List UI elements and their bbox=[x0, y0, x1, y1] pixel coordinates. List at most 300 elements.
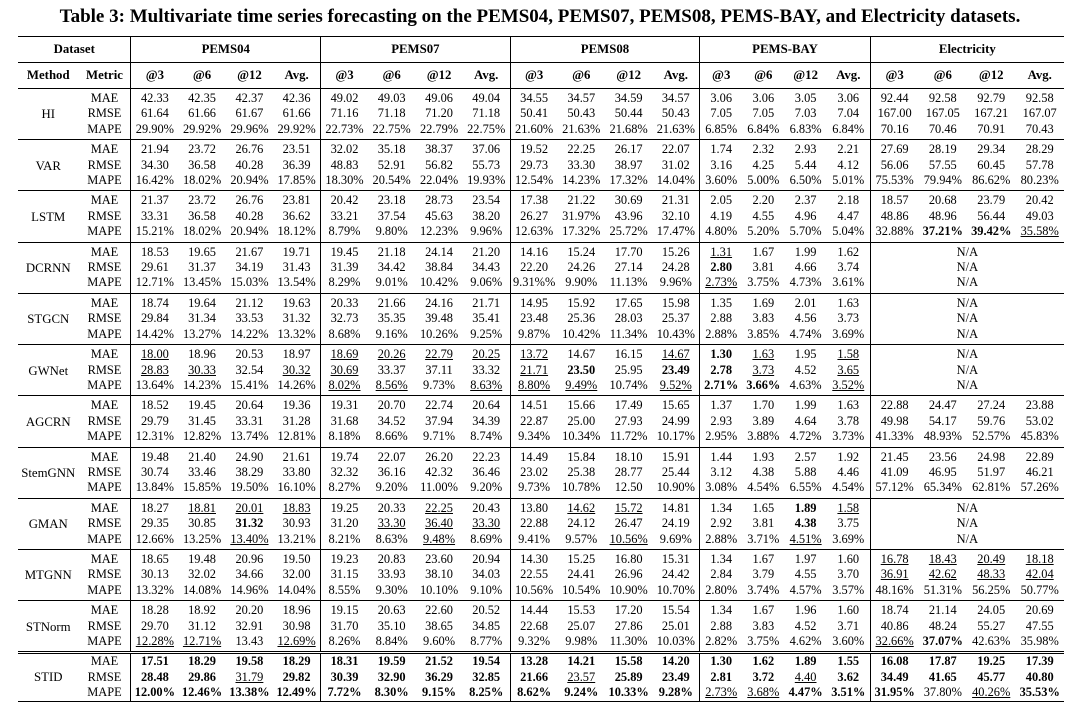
table-cell: 1.55 bbox=[827, 653, 870, 670]
table-cell: 7.72% bbox=[327, 685, 362, 700]
table-cell: 24.16 bbox=[425, 295, 453, 310]
table-cell: 33.53 bbox=[235, 311, 264, 326]
table-cell: 12.50 bbox=[614, 480, 643, 495]
horizon-header: @6 bbox=[754, 68, 773, 82]
table-cell: 2.81 bbox=[710, 669, 733, 684]
table-cell: 20.43 bbox=[463, 498, 510, 516]
table-cell: 37.07% bbox=[922, 634, 963, 648]
table-cell: 30.33 bbox=[188, 362, 216, 377]
table-cell: 28.29 bbox=[1025, 142, 1054, 157]
table-cell: 4.74% bbox=[789, 326, 822, 341]
table-cell: 3.16 bbox=[710, 157, 733, 172]
table-cell: 13.84% bbox=[135, 480, 174, 495]
table-cell: 8.25% bbox=[463, 685, 510, 701]
table-cell: 5.70% bbox=[789, 224, 822, 239]
table-cell: 1.67 bbox=[752, 603, 775, 618]
table-cell: 20.52 bbox=[463, 601, 510, 619]
table-cell: 4.56 bbox=[794, 311, 817, 326]
table-cell: 19.71 bbox=[273, 242, 320, 260]
metric-name: RMSE bbox=[79, 260, 131, 275]
table-cell: 15.72 bbox=[614, 500, 643, 515]
table-row bbox=[18, 293, 1064, 311]
table-cell: 9.96% bbox=[652, 275, 699, 293]
table-cell: 16.08 bbox=[880, 654, 909, 669]
table-cell: 26.76 bbox=[235, 193, 264, 208]
table-cell: 21.40 bbox=[188, 449, 216, 464]
table-cell: 29.61 bbox=[140, 260, 169, 275]
table-cell: 3.75 bbox=[827, 516, 870, 531]
table-cell: 11.13% bbox=[609, 275, 648, 290]
table-cell: 4.54% bbox=[827, 480, 870, 498]
table-cell: 34.59 bbox=[614, 91, 643, 105]
table-cell: 4.40 bbox=[794, 669, 817, 684]
table-cell: 61.66 bbox=[273, 106, 320, 121]
table-cell: 24.90 bbox=[235, 449, 264, 464]
table-cell: 30.74 bbox=[140, 464, 169, 479]
table-row bbox=[18, 685, 1064, 701]
table-cell: 18.29 bbox=[188, 654, 216, 669]
table-cell: 5.44 bbox=[794, 157, 817, 172]
table-cell: 8.29% bbox=[328, 275, 361, 290]
method-group-stgcn bbox=[18, 293, 1064, 344]
table-cell: 1.96 bbox=[794, 603, 817, 618]
method-name: GMAN bbox=[28, 517, 68, 532]
metric-name: RMSE bbox=[79, 670, 131, 685]
table-cell: 52.57% bbox=[972, 429, 1011, 444]
table-cell: 25.36 bbox=[567, 311, 596, 326]
table-cell: 1.62 bbox=[752, 654, 775, 669]
table-row bbox=[18, 140, 1064, 158]
metric-name: MAE bbox=[79, 345, 131, 363]
table-cell: 2.82% bbox=[705, 634, 738, 648]
table-cell: 19.15 bbox=[330, 603, 359, 618]
table-cell: 57.12% bbox=[875, 480, 914, 495]
table-cell: 29.73 bbox=[520, 157, 549, 172]
table-cell: 9.32% bbox=[518, 634, 551, 648]
table-cell: 13.38% bbox=[229, 685, 270, 700]
table-row bbox=[18, 191, 1064, 209]
table-row bbox=[18, 396, 1064, 414]
method-group-lstm bbox=[18, 191, 1064, 242]
table-cell: 14.23% bbox=[562, 173, 601, 188]
table-cell: 15.31 bbox=[652, 549, 699, 567]
table-cell: 35.53% bbox=[1019, 685, 1060, 700]
table-cell: 34.52 bbox=[377, 413, 406, 428]
table-cell: 11.30% bbox=[609, 634, 648, 648]
table-cell: 25.37 bbox=[652, 311, 699, 326]
metric-name: RMSE bbox=[79, 619, 131, 634]
table-cell: 29.92% bbox=[273, 122, 320, 140]
table-cell: 21.31 bbox=[652, 191, 699, 209]
table-cell: 8.79% bbox=[328, 224, 361, 239]
table-cell: 20.53 bbox=[235, 347, 264, 362]
table-cell: 31.15 bbox=[330, 567, 359, 582]
method-name: HI bbox=[41, 107, 55, 122]
table-cell: 16.80 bbox=[614, 551, 643, 566]
table-row bbox=[18, 260, 1064, 275]
table-cell: 3.61% bbox=[827, 275, 870, 293]
table-cell: 22.68 bbox=[520, 618, 549, 633]
table-cell: 13.54% bbox=[273, 275, 320, 293]
table-cell: 25.89 bbox=[614, 669, 643, 684]
table-cell: 2.78 bbox=[710, 362, 733, 377]
table-cell: 5.20% bbox=[747, 224, 780, 239]
table-cell: 8.55% bbox=[328, 582, 361, 597]
table-cell: 8.63% bbox=[375, 531, 408, 546]
table-cell: 22.73% bbox=[325, 121, 364, 136]
table-cell: 29.79 bbox=[140, 413, 169, 428]
table-cell: 9.49% bbox=[565, 377, 598, 392]
table-cell: 31.32 bbox=[235, 516, 264, 531]
table-cell: 18.74 bbox=[880, 603, 909, 618]
table-cell: 29.86 bbox=[188, 669, 216, 684]
table-cell: 17.20 bbox=[614, 603, 643, 618]
table-cell: 18.96 bbox=[188, 347, 216, 362]
table-cell: 52.91 bbox=[377, 157, 406, 172]
table-row bbox=[18, 327, 1064, 345]
table-cell: 9.71% bbox=[423, 429, 456, 444]
table-cell: 29.70 bbox=[140, 618, 169, 633]
table-cell: 2.80 bbox=[710, 260, 733, 275]
table-cell: 31.68 bbox=[330, 413, 359, 428]
table-cell: 12.31% bbox=[135, 429, 174, 444]
method-group-dcrnn bbox=[18, 242, 1064, 293]
table-cell: 28.77 bbox=[614, 464, 643, 479]
table-row bbox=[18, 429, 1064, 447]
table-cell: 15.54 bbox=[652, 601, 699, 619]
method-name: STID bbox=[34, 669, 63, 684]
table-cell: 22.04% bbox=[419, 173, 459, 188]
table-cell: 3.75% bbox=[747, 275, 780, 290]
table-cell: 15.92 bbox=[567, 295, 596, 310]
table-row bbox=[18, 311, 1064, 326]
dataset-header-row bbox=[18, 37, 1064, 63]
table-cell: 21.22 bbox=[567, 193, 596, 208]
metric-name: MAPE bbox=[79, 685, 131, 701]
table-row bbox=[18, 601, 1064, 619]
table-cell: 1.60 bbox=[827, 601, 870, 619]
table-row bbox=[18, 122, 1064, 140]
table-cell: 21.94 bbox=[140, 142, 169, 157]
table-cell: 57.55 bbox=[928, 157, 957, 172]
table-cell: 12.54% bbox=[515, 173, 554, 188]
table-cell: 14.81 bbox=[652, 498, 699, 516]
table-cell: 1.67 bbox=[752, 551, 775, 566]
table-cell: 4.38 bbox=[794, 516, 817, 531]
table-cell: 23.50 bbox=[567, 362, 596, 377]
table-cell: 30.39 bbox=[330, 669, 359, 684]
table-cell: 14.96% bbox=[230, 582, 269, 597]
table-cell: 13.28 bbox=[520, 654, 549, 669]
table-cell: 15.53 bbox=[567, 603, 596, 618]
table-cell: 1.95 bbox=[794, 347, 817, 362]
table-cell: 12.00% bbox=[134, 685, 176, 700]
table-cell: 15.98 bbox=[652, 293, 699, 311]
table-cell: 14.67 bbox=[652, 345, 699, 363]
table-cell: 9.52% bbox=[652, 378, 699, 396]
table-cell: 28.19 bbox=[928, 142, 957, 157]
table-cell: 4.62% bbox=[789, 634, 822, 648]
table-cell: 4.63% bbox=[789, 377, 822, 392]
table-cell: 6.84% bbox=[747, 121, 780, 136]
table-row bbox=[18, 363, 1064, 378]
horizon-header: @12 bbox=[616, 68, 641, 82]
table-cell: 51.97 bbox=[977, 464, 1006, 479]
table-cell: 15.03% bbox=[230, 275, 269, 290]
table-cell: 20.42 bbox=[1025, 193, 1054, 208]
table-cell: 25.01 bbox=[652, 619, 699, 634]
table-cell: 14.49 bbox=[520, 449, 549, 464]
table-cell: 3.51% bbox=[827, 685, 870, 701]
table-cell: 8.30% bbox=[374, 685, 409, 700]
method-name: STGCN bbox=[27, 312, 70, 327]
table-cell: 15.65 bbox=[652, 396, 699, 414]
dataset-name: PEMS07 bbox=[321, 37, 511, 63]
table-cell: 22.07 bbox=[377, 449, 406, 464]
table-cell: 60.45 bbox=[977, 157, 1006, 172]
table-cell: 3.52% bbox=[827, 378, 870, 396]
table-cell: 1.58 bbox=[827, 345, 870, 363]
metric-name: MAPE bbox=[79, 429, 131, 447]
metric-name: RMSE bbox=[79, 106, 131, 121]
table-cell: 12.23% bbox=[419, 224, 459, 239]
horizon-header: @12 bbox=[978, 68, 1004, 82]
table-cell: 20.25 bbox=[463, 345, 510, 363]
table-row bbox=[18, 345, 1064, 363]
table-cell: 167.21 bbox=[974, 106, 1009, 121]
table-cell: 22.75% bbox=[463, 122, 510, 140]
table-cell: 1.97 bbox=[794, 551, 817, 566]
na-cell: N/A bbox=[956, 500, 979, 515]
table-cell: 2.84 bbox=[710, 567, 733, 582]
table-cell: 1.58 bbox=[827, 498, 870, 516]
table-cell: 1.65 bbox=[752, 500, 775, 515]
table-cell: 32.91 bbox=[235, 618, 264, 633]
table-cell: 1.31 bbox=[710, 244, 733, 259]
table-cell: 8.21% bbox=[328, 531, 361, 546]
table-cell: 3.83 bbox=[752, 311, 775, 326]
table-cell: 48.86 bbox=[880, 208, 909, 223]
table-cell: 41.65 bbox=[928, 669, 957, 684]
table-cell: 23.57 bbox=[567, 669, 596, 684]
table-cell: 20.68 bbox=[928, 193, 957, 208]
horizon-header: @6 bbox=[572, 68, 591, 82]
table-cell: 18.02% bbox=[182, 173, 222, 188]
table-cell: 20.63 bbox=[377, 603, 406, 618]
table-cell: 32.66% bbox=[875, 634, 914, 648]
table-cell: 53.02 bbox=[1025, 413, 1054, 428]
metric-name: RMSE bbox=[79, 465, 131, 480]
table-cell: 20.01 bbox=[235, 500, 264, 515]
horizon-header: Avg. bbox=[827, 63, 870, 89]
table-cell: 2.93 bbox=[710, 413, 733, 428]
table-cell: 49.98 bbox=[880, 413, 909, 428]
table-cell: 59.76 bbox=[977, 413, 1006, 428]
table-cell: 21.61 bbox=[273, 447, 320, 465]
table-cell: 56.44 bbox=[977, 208, 1006, 223]
table-cell: 1.63 bbox=[752, 347, 775, 362]
table-cell: 24.19 bbox=[652, 516, 699, 531]
table-cell: 18.74 bbox=[140, 295, 169, 310]
table-cell: 48.96 bbox=[928, 208, 957, 223]
table-cell: 40.28 bbox=[235, 157, 264, 172]
table-cell: 9.69% bbox=[652, 532, 699, 550]
table-cell: 10.70% bbox=[652, 583, 699, 601]
table-cell: 56.06 bbox=[880, 157, 909, 172]
table-cell: 23.54 bbox=[463, 191, 510, 209]
table-cell: 15.24 bbox=[567, 244, 596, 259]
table-cell: 21.52 bbox=[425, 654, 453, 669]
table-cell: 2.73% bbox=[705, 275, 738, 290]
table-cell: 5.04% bbox=[827, 224, 870, 242]
table-cell: 55.27 bbox=[977, 618, 1006, 633]
table-cell: 21.63% bbox=[652, 122, 699, 140]
na-cell: N/A bbox=[956, 326, 979, 341]
table-cell: 10.56% bbox=[609, 531, 648, 546]
table-cell: 14.20 bbox=[652, 653, 699, 670]
method-group-stnorm bbox=[18, 601, 1064, 653]
table-cell: 31.37 bbox=[188, 260, 216, 275]
table-cell: 43.96 bbox=[614, 208, 643, 223]
table-cell: 8.80% bbox=[518, 377, 551, 392]
table-cell: 1.89 bbox=[794, 500, 817, 515]
table-cell: 26.96 bbox=[614, 567, 643, 582]
table-cell: 21.60% bbox=[515, 121, 554, 136]
table-cell: 20.33 bbox=[377, 500, 406, 515]
table-cell: 51.31% bbox=[923, 582, 962, 597]
table-cell: 24.41 bbox=[567, 567, 596, 582]
table-cell: 34.57 bbox=[567, 91, 596, 105]
table-cell: 3.06 bbox=[710, 91, 733, 105]
table-cell: 30.98 bbox=[273, 619, 320, 634]
table-cell: 4.54% bbox=[747, 480, 780, 495]
table-cell: 55.73 bbox=[463, 158, 510, 173]
metric-name: MAPE bbox=[79, 583, 131, 601]
table-cell: 36.29 bbox=[425, 669, 453, 684]
table-cell: 41.33% bbox=[875, 429, 914, 444]
table-cell: 13.43 bbox=[235, 634, 264, 648]
method-label: Method bbox=[26, 68, 70, 82]
table-cell: 9.06% bbox=[463, 275, 510, 293]
table-cell: 79.94% bbox=[923, 173, 962, 188]
table-cell: 15.58 bbox=[614, 654, 643, 669]
table-cell: 34.55 bbox=[520, 91, 549, 105]
table-cell: 9.48% bbox=[423, 531, 456, 546]
table-cell: 19.25 bbox=[977, 654, 1006, 669]
table-cell: 35.98% bbox=[1020, 634, 1059, 648]
table-cell: 1.74 bbox=[710, 142, 733, 157]
table-cell: 48.83 bbox=[330, 157, 359, 172]
table-cell: 22.07 bbox=[652, 140, 699, 158]
na-cell: N/A bbox=[956, 295, 979, 310]
table-cell: 3.70 bbox=[827, 567, 870, 582]
table-cell: 34.39 bbox=[463, 414, 510, 429]
table-cell: 38.97 bbox=[614, 157, 643, 172]
table-cell: 49.03 bbox=[1025, 208, 1054, 223]
table-cell: 11.00% bbox=[420, 480, 458, 495]
table-cell: 50.43 bbox=[567, 106, 596, 121]
table-cell: 24.99 bbox=[652, 414, 699, 429]
table-cell: 23.18 bbox=[377, 193, 406, 208]
table-cell: 17.85% bbox=[273, 173, 320, 191]
table-cell: 14.23% bbox=[182, 377, 222, 392]
table-cell: 27.14 bbox=[614, 260, 643, 275]
table-cell: 18.00 bbox=[140, 347, 169, 362]
table-cell: 38.20 bbox=[463, 209, 510, 224]
horizon-header: @3 bbox=[524, 68, 544, 82]
table-cell: 2.73% bbox=[705, 685, 738, 700]
table-cell: 22.23 bbox=[463, 447, 510, 465]
table-cell: 38.65 bbox=[425, 618, 453, 633]
table-cell: 22.88 bbox=[880, 398, 909, 413]
table-cell: 30.69 bbox=[614, 193, 643, 208]
table-cell: 8.74% bbox=[463, 429, 510, 447]
table-cell: 31.70 bbox=[330, 618, 359, 633]
metric-name: MAPE bbox=[79, 275, 131, 293]
table-cell: 9.28% bbox=[652, 685, 699, 701]
table-cell: 18.83 bbox=[273, 498, 320, 516]
table-cell: 61.64 bbox=[140, 106, 169, 121]
table-cell: 36.46 bbox=[463, 465, 510, 480]
dataset-label: Dataset bbox=[18, 37, 131, 63]
method-group-hi bbox=[18, 89, 1064, 140]
table-cell: 54.17 bbox=[928, 413, 957, 428]
table-cell: 28.83 bbox=[140, 362, 169, 377]
table-cell: 15.91 bbox=[652, 447, 699, 465]
table-cell: 12.69% bbox=[273, 634, 320, 653]
table-cell: 1.44 bbox=[710, 449, 733, 464]
table-cell: 46.95 bbox=[928, 464, 957, 479]
table-cell: 14.16 bbox=[520, 244, 549, 259]
table-cell: 3.74 bbox=[827, 260, 870, 275]
table-cell: 18.43 bbox=[928, 551, 957, 566]
table-cell: 1.63 bbox=[827, 396, 870, 414]
table-cell: 3.89 bbox=[752, 413, 775, 428]
table-cell: 3.69% bbox=[827, 327, 870, 345]
table-cell: 23.60 bbox=[425, 551, 453, 566]
table-cell: 10.78% bbox=[562, 480, 601, 495]
horizon-header: @3 bbox=[712, 68, 731, 82]
table-cell: 1.34 bbox=[710, 551, 733, 566]
table-cell: 16.10% bbox=[273, 480, 320, 498]
table-cell: 14.26% bbox=[273, 378, 320, 396]
table-cell: 4.47% bbox=[788, 685, 823, 700]
table-row bbox=[18, 549, 1064, 567]
table-cell: 13.25% bbox=[182, 531, 222, 546]
metric-name: MAPE bbox=[79, 634, 131, 653]
table-cell: 19.50 bbox=[273, 549, 320, 567]
table-cell: 21.14 bbox=[928, 603, 957, 618]
table-cell: 30.69 bbox=[330, 362, 359, 377]
table-cell: 3.74% bbox=[747, 582, 780, 597]
table-cell: 21.63% bbox=[562, 121, 601, 136]
table-row bbox=[18, 209, 1064, 224]
table-cell: 1.92 bbox=[827, 447, 870, 465]
table-cell: 37.11 bbox=[425, 362, 453, 377]
horizon-header: @6 bbox=[933, 68, 952, 82]
table-cell: 13.32% bbox=[135, 582, 174, 597]
table-cell: 4.57% bbox=[789, 582, 822, 597]
table-cell: 3.71% bbox=[747, 531, 780, 546]
table-cell: 8.69% bbox=[463, 532, 510, 550]
table-cell: 17.39 bbox=[1025, 654, 1054, 669]
table-cell: 19.93% bbox=[463, 173, 510, 191]
table-cell: 13.21% bbox=[273, 532, 320, 550]
table-row bbox=[18, 447, 1064, 465]
table-cell: 25.44 bbox=[652, 465, 699, 480]
table-cell: 33.80 bbox=[273, 465, 320, 480]
table-cell: 19.36 bbox=[273, 396, 320, 414]
